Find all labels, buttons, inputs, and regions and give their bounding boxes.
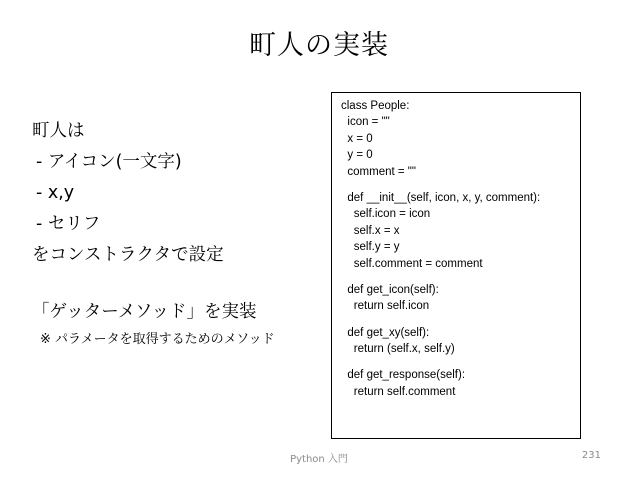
code-line-blank [341,272,580,282]
code-line: self.comment = comment [341,257,483,270]
code-line: return self.comment [341,385,456,398]
code-line: return self.icon [341,300,430,313]
code-line: def get_icon(self): [341,283,439,296]
getter-heading: 「ゲッターメソッド」を実装 [32,302,257,322]
code-line-blank [341,357,580,367]
page-number: 231 [581,450,601,461]
slide-title: 町人の実装 [249,30,389,61]
code-line-blank [341,180,580,190]
constructor-note: をコンストラクタで設定 [32,245,224,265]
code-line: self.icon = icon [341,208,431,221]
code-line-blank [341,315,580,325]
code-line: self.x = x [341,224,400,237]
code-box [331,92,581,439]
code-line: comment = "" [341,165,416,178]
code-line: return (self.x, self.y) [341,343,455,356]
code-line: def get_response(self): [341,369,466,382]
code-line: class People: [341,100,410,112]
code-line: y = 0 [341,149,373,162]
code-line: x = 0 [341,132,373,145]
code-line: icon = "" [341,116,390,129]
getter-note: ※ パラメータを取得するためのメソッド [40,332,275,347]
list-item-icon: - アイコン(一文字) [36,152,182,172]
code-line: self.y = y [341,241,400,254]
footer-title: Python 入門 [290,454,348,465]
left-text-block [32,116,332,352]
list-item-xy: - x,y [36,183,75,203]
left-heading: 町人は [32,121,85,141]
code-line: def __init__(self, icon, x, y, comment): [341,191,541,204]
list-item-serif: - セリフ [36,214,101,234]
code-line: def get_xy(self): [341,326,430,339]
